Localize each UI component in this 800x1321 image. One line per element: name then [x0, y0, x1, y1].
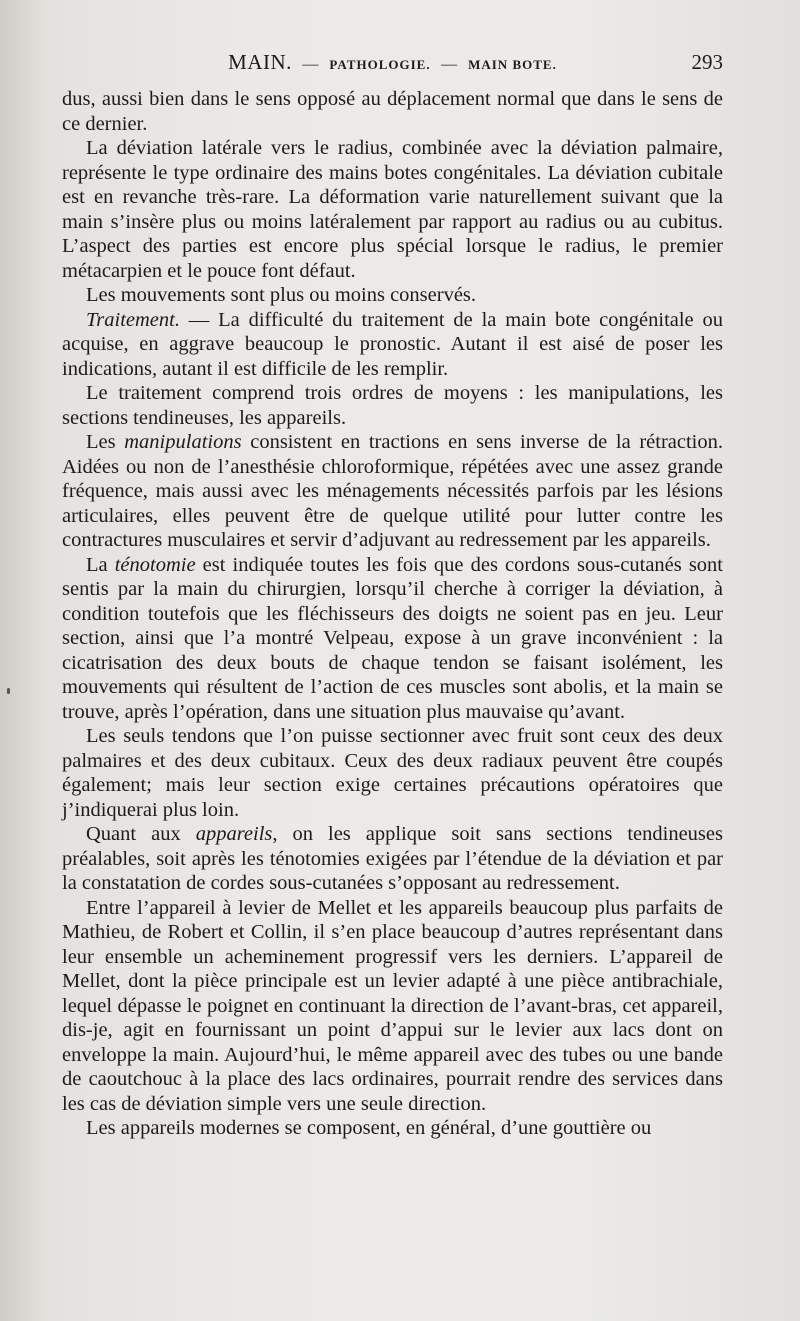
paragraph: Le traitement comprend trois ordres de moyens : les manipulations, les sections tendineuses, les appareils. — [62, 382, 723, 429]
running-title-main: MAIN. — [228, 50, 292, 74]
paragraph: La ténotomie est indiquée toutes les fois que des cordons sous-cutanés sont sentis par la main du chirurgien, lorsqu’il cherche à corriger la déviation, à condition toutefois que les fléchisseurs des doigts ne soient pas en jeu. Leur section, ainsi que l’a montré Velpeau, expose à un grave inconvénient : la cicatrisation des deux bouts de chaque tendon se faisant isolément, les mouvements qui résultent de l’action de ces muscles sont abolis, et la main se trouve, après l’opération, dans une situation plus mauvaise qu’avant. — [62, 553, 724, 723]
italic-term: manipulations — [124, 431, 242, 453]
paragraph: dus, aussi bien dans le sens opposé au déplacement normal que dans le sens de ce dernier. — [62, 88, 723, 135]
running-title-dash: — — [441, 56, 458, 73]
paragraph: Les mouvements sont plus ou moins conservés. — [86, 284, 477, 306]
page-number: 293 — [691, 50, 723, 74]
paragraph: Traitement. — La difficulté du traitement de la main bote congénitale ou acquise, en aggrave beaucoup le pronostic. Autant il est aisé de poser les indications, autant il est difficile de les remplir. — [62, 308, 723, 380]
paragraph: Les seuls tendons que l’on puisse sectionner avec fruit sont ceux des deux palmaires et des deux cubitaux. Ceux des deux radiaux peuvent être coupés également; mais leur section exige certaines précautions opératoires que j’indiquerai plus loin. — [62, 725, 723, 821]
italic-term: ténotomie — [114, 553, 196, 576]
running-title-subsection: MAIN BOTE. — [468, 57, 557, 72]
page-header — [62, 50, 723, 84]
paragraph: Entre l’appareil à levier de Mellet et les appareils beaucoup plus parfaits de Mathieu, de Robert et Collin, il s’en place beaucoup d’autres représentant dans leur ensemble un acheminement progressif vers les derniers. L’appareil de Mellet, dont la pièce principale est un levier adapté à une pièce antibrachiale, lequel dépasse le poignet en continuant la direction de l’avant-bras, cet appareil, dis-je, agit en fournissant un point d’appui sur le levier aux lacs dont on enveloppe la main. Aujourd’hui, le même appareil avec des tubes ou une bande de caoutchouc à la place des lacs ordinaires, pourrait rendre des services dans les cas de déviation simple vers une seule direction. — [62, 896, 723, 1115]
section-heading-italic: Traitement. — [86, 308, 180, 331]
paragraph: Les manipulations consistent en tractions en sens inverse de la rétraction. Aidées ou non de l’anesthésie chloroformique, répétées avec une assez grande fréquence, mais aussi avec les ménagements nécessités parfois par les lésions articulaires, elles peuvent être de quelque utilité pour lutter contre les contractures musculaires et servir d’adjuvant au redressement par les appareils. — [62, 431, 723, 551]
paragraph: Quant aux appareils, on les applique soit sans sections tendineuses préalables, soit après les ténotomies exigées par l’étendue de la déviation et par la constatation de cordes sous-cutanées s’opposant au redressement. — [62, 823, 723, 894]
paragraph: La déviation latérale vers le radius, combinée avec la déviation palmaire, représente le type ordinaire des mains botes congénitales. La déviation cubitale est en revanche très-rare. La déformation varie naturellement suivant que la main s’insère plus ou moins latéralement par rapport au radius ou au cubitus. L’aspect des parties est encore plus spécial lorsque le radius, le premier métacarpien et le pouce font défaut. — [62, 137, 723, 282]
running-title-dash: — — [302, 56, 319, 73]
italic-term: appareils — [195, 823, 273, 845]
running-title-section: PATHOLOGIE. — [329, 57, 431, 72]
margin-speck — [7, 688, 10, 694]
running-title — [62, 50, 723, 75]
paragraph: Les appareils modernes se composent, en général, d’une gouttière ou — [86, 1117, 652, 1139]
body-text — [62, 87, 723, 1141]
